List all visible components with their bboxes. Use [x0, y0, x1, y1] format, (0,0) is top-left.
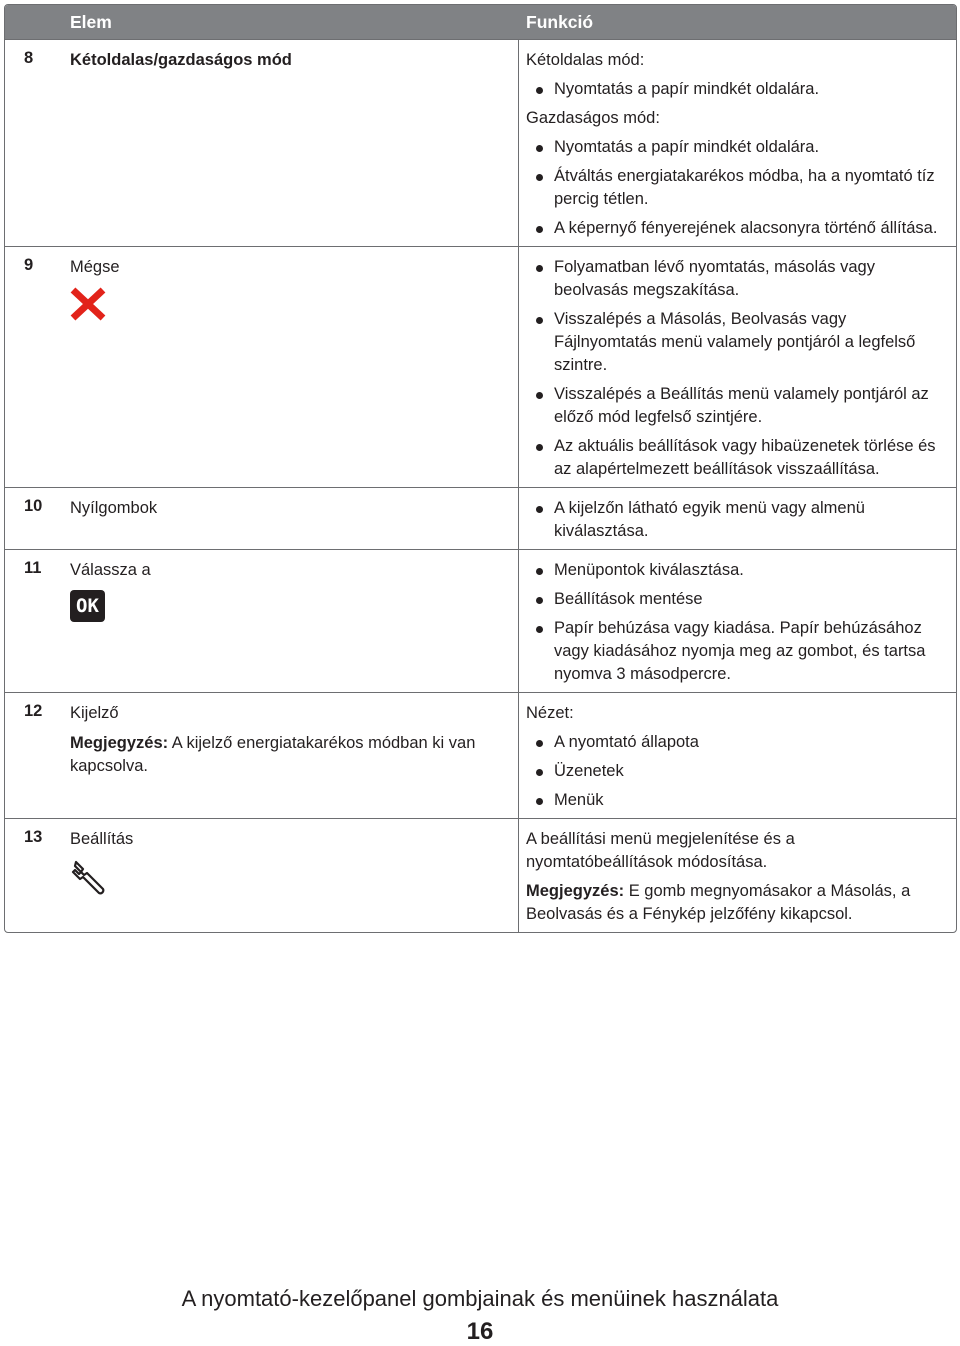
note-text: E gomb megnyomásakor a Másolás, a Beolvasás és a Fénykép jelzőfény kikapcsol.: [526, 882, 911, 923]
row-function: [519, 819, 956, 932]
row-elem: [64, 488, 519, 549]
row-function: [519, 488, 956, 549]
list-item: Beállítások mentése: [526, 588, 946, 611]
bullet-list: [526, 136, 946, 240]
table-header: [5, 5, 956, 39]
cancel-x-icon: [70, 287, 510, 328]
table-row: [5, 818, 956, 932]
row-number: 13: [24, 828, 43, 846]
list-item: A képernyő fényerejének alacsonyra történő állítása.: [526, 217, 946, 240]
footer-title: A nyomtató-kezelőpanel gombjainak és menüinek használata: [181, 1286, 779, 1311]
table-row: [5, 692, 956, 818]
function-text: Nézet:: [526, 704, 574, 722]
row-elem: [64, 819, 519, 932]
list-item: Visszalépés a Másolás, Beolvasás vagy Fájlnyomtatás menü valamely pontjáról a legfelső szintre.: [526, 308, 946, 377]
row-function: [519, 40, 956, 246]
header-funkcio: Funkció: [526, 11, 594, 32]
row-number: 12: [24, 702, 43, 720]
bullet-list: [526, 78, 946, 101]
list-item: Menük: [526, 789, 946, 812]
bullet-list: [526, 256, 946, 481]
ok-button-icon: [70, 590, 510, 622]
elem-name: Válassza a: [70, 561, 151, 579]
elem-name: Kijelző: [70, 704, 119, 722]
table-row: [5, 549, 956, 692]
elem-name: Kétoldalas/gazdaságos mód: [70, 51, 292, 69]
list-item: Üzenetek: [526, 760, 946, 783]
list-item: Papír behúzása vagy kiadása. Papír behúzásához vagy kiadásához nyomja meg az gombot, és tartsa nyomva 3 másodpercre.: [526, 617, 946, 686]
header-elem: Elem: [70, 11, 112, 32]
row-function: [519, 550, 956, 692]
function-text: A beállítási menü megjelenítése és a nyomtatóbeállítások módosítása.: [526, 830, 795, 871]
row-number: 8: [24, 49, 34, 67]
list-item: Nyomtatás a papír mindkét oldalára.: [526, 78, 946, 101]
elem-name: Nyílgombok: [70, 499, 158, 517]
table-body: [5, 39, 956, 932]
wrench-icon: [70, 859, 510, 904]
note-text: A kijelző energiatakarékos módban ki van kapcsolva.: [70, 734, 476, 775]
note-label: Megjegyzés:: [70, 734, 169, 752]
function-note: [526, 880, 946, 926]
list-item: Az aktuális beállítások vagy hibaüzenetek törlése és az alapértelmezett beállítások visszaállítása.: [526, 435, 946, 481]
row-elem: [64, 40, 519, 246]
list-item: Átváltás energiatakarékos módba, ha a nyomtató tíz percig tétlen.: [526, 165, 946, 211]
bullet-list: [526, 559, 946, 686]
table-row: [5, 39, 956, 246]
row-number: 9: [24, 256, 34, 274]
list-item: Visszalépés a Beállítás menü valamely pontjáról az előző mód legfelső szintjére.: [526, 383, 946, 429]
list-item: Nyomtatás a papír mindkét oldalára.: [526, 136, 946, 159]
note-label: Megjegyzés:: [526, 882, 625, 900]
row-function: [519, 693, 956, 818]
list-item: Folyamatban lévő nyomtatás, másolás vagy beolvasás megszakítása.: [526, 256, 946, 302]
function-text: Kétoldalas mód:: [526, 51, 645, 69]
elem-name: Mégse: [70, 258, 120, 276]
table-row: [5, 487, 956, 549]
function-text: Gazdaságos mód:: [526, 109, 660, 127]
function-table: [4, 4, 957, 933]
list-item: Menüpontok kiválasztása.: [526, 559, 946, 582]
ok-key-label: OK: [70, 590, 105, 622]
row-elem: [64, 247, 519, 487]
row-number: 10: [24, 497, 43, 515]
bullet-list: [526, 497, 946, 543]
elem-name: Beállítás: [70, 830, 134, 848]
list-item: A kijelzőn látható egyik menü vagy almenü kiválasztása.: [526, 497, 946, 543]
page-number: 16: [466, 1318, 494, 1345]
bullet-list: [526, 731, 946, 812]
elem-note: [70, 732, 510, 778]
row-elem: [64, 550, 519, 692]
row-function: [519, 247, 956, 487]
row-number: 11: [24, 559, 42, 577]
table-row: [5, 246, 956, 487]
list-item: A nyomtató állapota: [526, 731, 946, 754]
row-elem: [64, 693, 519, 818]
